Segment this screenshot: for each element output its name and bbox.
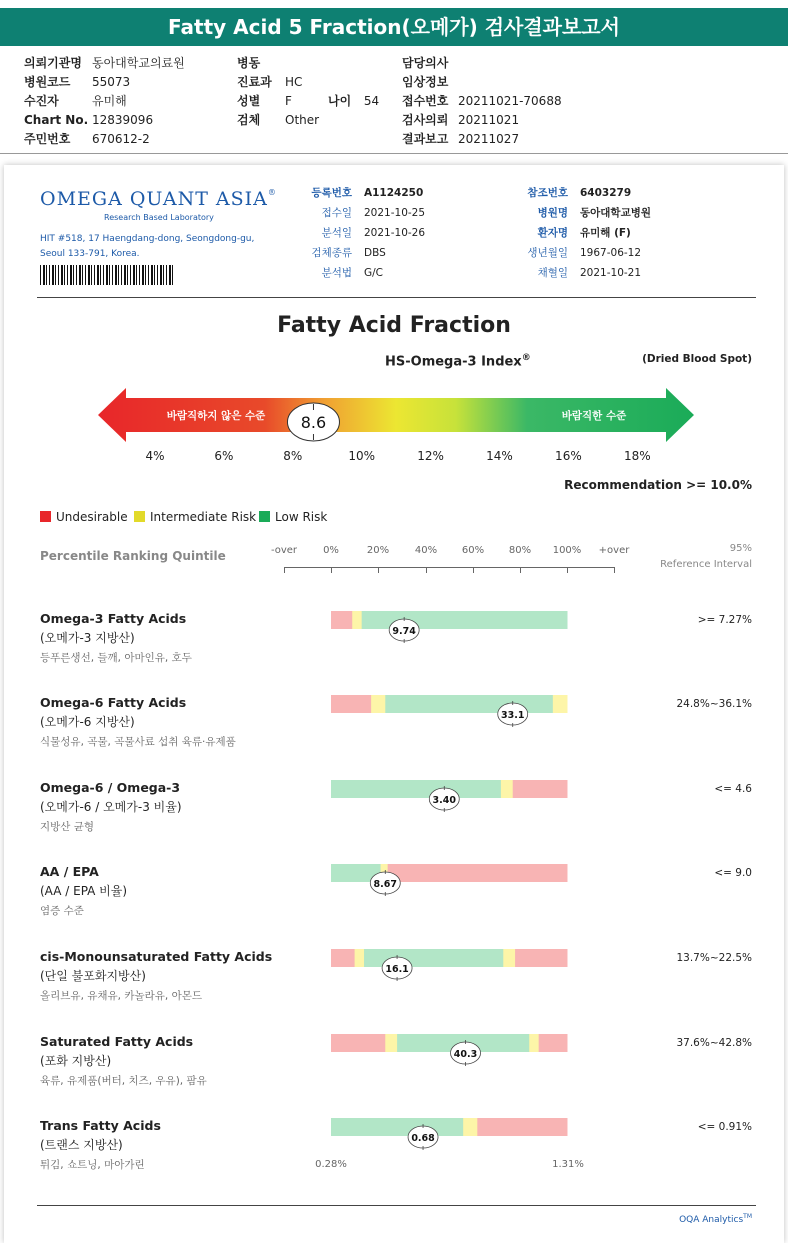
row-description: 등푸른생선, 들깨, 아마인유, 호두 [40, 652, 192, 664]
bar-segment-red [515, 949, 567, 967]
row-name: Omega-6 / Omega-3 [40, 780, 181, 795]
bar-segment-red [331, 949, 355, 967]
header-field [24, 111, 185, 130]
row-description: 튀김, 쇼트닝, 마아가린 [40, 1159, 145, 1171]
percentile-axis-line [284, 567, 614, 568]
footer-text: OQA Analytics [679, 1215, 744, 1225]
gauge-scale-label: 14% [486, 449, 513, 463]
bar-segment-red [477, 1118, 567, 1136]
header-field [402, 92, 562, 111]
bar-segment-yellow [503, 949, 515, 967]
row-reference-interval: >= 7.27% [697, 614, 752, 626]
row-korean-name: (오메가-6 지방산) [40, 715, 135, 729]
header-field-label: 접수번호 [402, 94, 449, 108]
footer-divider [37, 1205, 756, 1206]
percentile-axis-label: 40% [414, 545, 438, 556]
row-reference-interval: <= 4.6 [714, 783, 752, 795]
row-korean-name: (오메가-6 / 오메가-3 비율) [40, 800, 182, 814]
header-field-label: 수진자 [24, 94, 59, 108]
row-value: 3.40 [432, 795, 457, 806]
info-value: DBS [364, 247, 386, 259]
info-field [300, 203, 425, 223]
header-field [24, 130, 185, 149]
header-field-label: 검체 [237, 113, 261, 127]
legend-item [134, 510, 256, 524]
age-label: 나이 [328, 94, 352, 108]
header-field-value: 동아대학교의료원 [92, 56, 185, 70]
bar-segment-red [388, 864, 568, 882]
gauge-scale-label: 18% [623, 449, 651, 463]
row-value: 33.1 [500, 710, 525, 721]
header-field [237, 73, 319, 92]
row-value: 40.3 [453, 1049, 478, 1060]
row-reference-interval: 37.6%~42.8% [676, 1037, 752, 1049]
lab-subtitle: Research Based Laboratory [104, 213, 214, 222]
row-description: 육류, 유제품(버터, 치즈, 우유), 팜유 [40, 1075, 207, 1087]
percentile-axis-label: 60% [461, 545, 485, 556]
info-field [512, 263, 651, 283]
legend-item [40, 510, 128, 524]
percentile-axis-label: +over [598, 545, 630, 556]
info-field [512, 203, 651, 223]
reference-header-2: Reference Interval [660, 559, 752, 570]
percentile-axis-label: 20% [366, 545, 390, 556]
header-divider [0, 153, 788, 154]
header-field-value: 20211021-70688 [458, 94, 562, 108]
info-field [300, 223, 425, 243]
info-divider [37, 297, 756, 298]
row-bar [311, 1032, 587, 1078]
header-field-label: 병동 [237, 56, 261, 70]
info-field [512, 243, 651, 263]
legend-swatch [40, 511, 51, 522]
row-value: 9.74 [392, 626, 416, 637]
section-title: Fatty Acid Fraction [277, 313, 511, 338]
row-korean-name: (포화 지방산) [40, 1054, 112, 1068]
header-field [402, 111, 562, 130]
header-field [24, 73, 185, 92]
header-column-1 [24, 54, 185, 149]
bar-segment-yellow [385, 1034, 397, 1052]
sample-type: (Dried Blood Spot) [642, 353, 752, 365]
lab-logo [40, 188, 277, 210]
info-value: 동아대학교병원 [580, 207, 652, 219]
bar-segment-yellow [529, 1034, 539, 1052]
row-name: Trans Fatty Acids [40, 1118, 161, 1133]
row-name: Saturated Fatty Acids [40, 1034, 194, 1049]
percentile-axis-label: 0% [323, 545, 339, 556]
row-reference-interval: <= 0.91% [697, 1121, 752, 1133]
header-field [402, 130, 562, 149]
header-field-label: 진료과 [237, 75, 272, 89]
row-bar [311, 609, 587, 655]
row-bar [311, 947, 587, 993]
gauge-scale-label: 12% [417, 449, 444, 463]
gauge-scale-label: 10% [348, 449, 376, 463]
gauge-marker [287, 403, 339, 441]
legend-label: Undesirable [56, 510, 128, 524]
info-label: 채혈일 [537, 267, 568, 279]
age-field [328, 92, 379, 111]
bar-segment-green [331, 1118, 464, 1136]
info-label: 분석일 [321, 227, 352, 239]
gauge-left-label: 바람직하지 않은 수준 [166, 410, 266, 422]
header-field-value: 55073 [92, 75, 131, 89]
header-field-value: Other [285, 113, 320, 127]
row-description: 염증 수준 [40, 905, 84, 917]
header-field [402, 54, 562, 73]
info-label: 환자명 [537, 227, 568, 239]
row-name: Omega-3 Fatty Acids [40, 611, 187, 626]
header-field-label: 담당의사 [402, 56, 449, 70]
row-description: 식물성유, 곡물, 곡물사료 섭취 육류·유제품 [40, 736, 236, 748]
legend-swatch [134, 511, 145, 522]
header-field-value: 20211021 [458, 113, 520, 127]
info-label: 분석법 [321, 267, 352, 279]
header-column-2 [237, 54, 319, 130]
header-field-label: 주민번호 [24, 132, 71, 146]
percentile-axis-label: 80% [508, 545, 532, 556]
gauge-scale-label: 4% [145, 449, 165, 463]
omega3-index-gauge [98, 386, 698, 446]
header-field-value: F [285, 94, 292, 108]
header-field [237, 54, 319, 73]
bar-segment-yellow [355, 949, 365, 967]
row-description: 지방산 균형 [40, 821, 95, 833]
bar-segment-red [513, 780, 568, 798]
index-title [385, 353, 531, 369]
recommendation: Recommendation >= 10.0% [564, 478, 752, 492]
info-value: 2021-10-26 [364, 227, 426, 239]
info-value: G/C [364, 267, 384, 279]
header-field-value: HC [285, 75, 303, 89]
row-reference-interval: 13.7%~22.5% [676, 952, 752, 964]
percentile-title: Percentile Ranking Quintile [40, 549, 226, 563]
header-field-value: 20211027 [458, 132, 520, 146]
header-field-label: 병원코드 [24, 75, 71, 89]
bar-segment-yellow [501, 780, 513, 798]
info-label: 참조번호 [527, 187, 568, 199]
header-field-label: 성별 [237, 94, 261, 108]
info-field [300, 183, 425, 203]
gauge-value: 8.6 [300, 413, 327, 432]
legend-label: Intermediate Risk [150, 510, 257, 524]
specimen-info [300, 183, 425, 283]
row-korean-name: (오메가-3 지방산) [40, 631, 135, 645]
info-field [300, 263, 425, 283]
header-field-label: Chart No. [24, 113, 89, 127]
footer-tm: TM [743, 1213, 752, 1220]
bar-segment-red [331, 1034, 386, 1052]
row-reference-interval: <= 9.0 [714, 867, 752, 879]
info-label: 생년월일 [527, 247, 568, 259]
bar-segment-yellow [463, 1118, 478, 1136]
gauge-scale-label: 16% [555, 449, 582, 463]
percentile-axis-tick [614, 567, 615, 573]
barcode [40, 265, 174, 285]
bar-segment-red [331, 611, 353, 629]
info-field [512, 223, 651, 243]
header-field-value: 유미해 [92, 94, 127, 108]
bar-segment-yellow [553, 695, 568, 713]
bar-segment-green [385, 695, 553, 713]
row-bar [311, 862, 587, 908]
lab-reg-mark: ® [267, 188, 277, 197]
row-value: 0.68 [411, 1133, 435, 1144]
percentile-axis-label: -over [270, 545, 298, 556]
header-column-3 [402, 54, 562, 149]
patient-info [512, 183, 651, 283]
bar-segment-yellow [352, 611, 362, 629]
row-name: Omega-6 Fatty Acids [40, 695, 187, 710]
header-field [237, 92, 319, 111]
gauge-scale-label: 8% [283, 449, 303, 463]
info-label: 검체종류 [311, 247, 352, 259]
header-field [402, 73, 562, 92]
bar-segment-green [331, 780, 501, 798]
footer-brand [679, 1213, 752, 1225]
info-field [300, 243, 425, 263]
bar-segment-red [331, 695, 372, 713]
info-label: 접수일 [321, 207, 352, 219]
legend-label: Low Risk [275, 510, 328, 524]
info-value: 2021-10-21 [580, 267, 642, 279]
row-bar [311, 778, 587, 824]
row-reference-interval: 24.8%~36.1% [676, 698, 752, 710]
row-korean-name: (AA / EPA 비율) [40, 884, 128, 898]
row-name: cis-Monounsaturated Fatty Acids [40, 949, 273, 964]
header-field-label: 의뢰기관명 [24, 56, 82, 70]
header-field [237, 111, 319, 130]
info-value: A1124250 [364, 187, 424, 199]
info-value: 유미해 (F) [580, 227, 631, 239]
trans-axis-max: 1.31% [552, 1159, 584, 1170]
row-name: AA / EPA [40, 864, 99, 879]
row-bar [311, 693, 587, 739]
info-value: 2021-10-25 [364, 207, 426, 219]
reference-header-1: 95% [729, 543, 752, 554]
header-field-label: 결과보고 [402, 132, 449, 146]
info-field [512, 183, 651, 203]
info-label: 등록번호 [311, 187, 352, 199]
header-field [24, 92, 185, 111]
reference-header [660, 541, 752, 573]
header-field-value: 670612-2 [92, 132, 150, 146]
index-title-text: HS-Omega-3 Index [385, 354, 522, 370]
row-korean-name: (단일 불포화지방산) [40, 969, 146, 983]
bar-segment-yellow [371, 695, 386, 713]
row-description: 올리브유, 유채유, 카놀라유, 아몬드 [40, 990, 203, 1002]
info-value: 6403279 [580, 187, 632, 199]
report-title: Fatty Acid 5 Fraction(오메가) 검사결과보고서 [0, 8, 788, 46]
header-field-label: 임상정보 [402, 75, 449, 89]
header-field [24, 54, 185, 73]
index-title-sup: ® [521, 353, 531, 363]
header-field-value: 12839096 [92, 113, 154, 127]
header-field-label: 검사의뢰 [402, 113, 449, 127]
percentile-axis-label: 100% [552, 545, 582, 556]
gauge-right-label: 바람직한 수준 [561, 410, 627, 422]
info-value: 1967-06-12 [580, 247, 642, 259]
legend-item [259, 510, 327, 524]
row-value: 8.67 [373, 879, 398, 890]
row-value: 16.1 [385, 964, 409, 975]
info-label: 병원명 [537, 207, 568, 219]
trans-axis-min: 0.28% [315, 1159, 347, 1170]
lab-address: HIT #518, 17 Haengdang-dong, Seongdong-gu, Seoul 133-791, Korea. [40, 234, 255, 259]
legend-swatch [259, 511, 270, 522]
row-korean-name: (트랜스 지방산) [40, 1138, 123, 1152]
row-bar [311, 1116, 587, 1162]
age-value: 54 [363, 94, 380, 108]
gauge-scale-label: 6% [214, 449, 234, 463]
bar-segment-red [539, 1034, 568, 1052]
lab-name: OMEGA QUANT ASIA [40, 188, 268, 210]
